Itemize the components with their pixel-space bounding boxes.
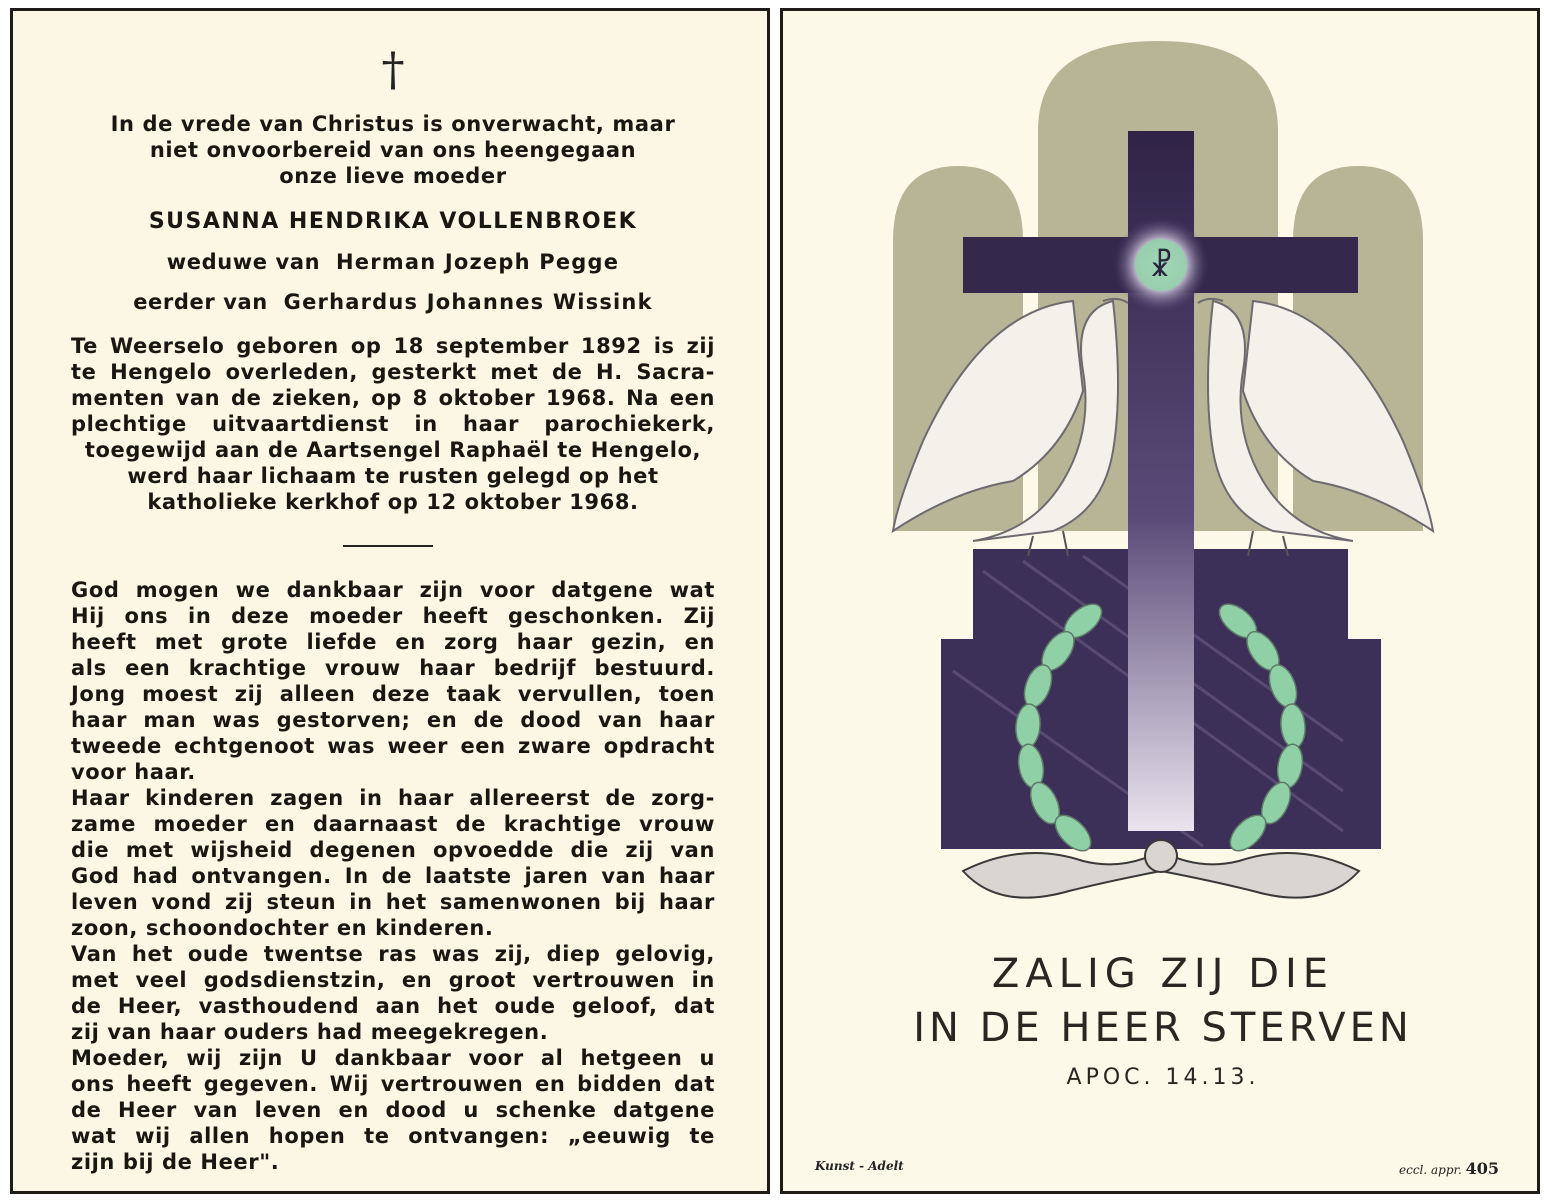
divider-rule [343,545,433,547]
tribute-line: zijn bij de Heer". [71,1150,280,1174]
tribute-line: zame moeder en daarnaast de krachtige vrouw [71,812,715,836]
bio-line: plechtige uitvaartdienst in haar parochiekerk, [71,412,715,436]
tribute-line: de Heer, vasthoudend aan het oude geloof, dat [71,994,715,1018]
tribute-line: zoon, schoondochter en kinderen. [71,916,494,940]
tribute-line: met veel godsdienstzin, en groot vertrouwen in [71,968,715,992]
tribute-line: tweede echtgenoot was weer een zware opdracht [71,734,715,758]
artist-credit: Kunst - Adelt [815,1159,904,1173]
bio-line: toegewijd aan de Aartsengel Raphaël te Hengelo, [84,438,702,462]
bio-line: Te Weerselo geboren op 18 september 1892 is zij [71,334,715,358]
widow-name: Herman Jozeph Pegge [335,250,620,274]
tribute-line: als een krachtige vrouw haar bedrijf bestuurd. [71,656,715,680]
tribute-line: God mogen we dankbaar zijn voor datgene wat [71,578,715,602]
tribute-line: voor haar. [71,760,196,784]
cross-icon: † [381,42,405,96]
approval-number: 405 [1465,1159,1499,1178]
approval-label: eccl. appr. [1399,1163,1462,1177]
right-card [780,8,1540,1194]
tribute-line: ons heeft gegeven. Wij vertrouwen en bidden dat [71,1072,715,1096]
widow-line [13,249,773,275]
tribute-line: haar man was gestorven; en de dood van haar [71,708,715,732]
former-name: Gerhardus Johannes Wissink [283,290,653,314]
tribute-line: wat wij allen hopen te ontvangen: „eeuwig te [71,1124,715,1148]
tribute-line: die met wijsheid degenen opvoedde die zij van [71,838,715,862]
tribute-line: zij van haar ouders had meegekregen. [71,1020,549,1044]
tribute-line: Van het oude twentse ras was zij, diep gelovig, [71,942,715,966]
former-line [13,289,773,315]
bio-line: katholieke kerkhof op 12 oktober 1968. [147,490,639,514]
motto-line-1: ZALIG ZIJ DIE [991,951,1335,997]
tribute-line: Haar kinderen zagen in haar allereerst de zorg- [71,786,715,810]
tribute-line: leven vond zij steun in het samenwonen bij haar [71,890,715,914]
widow-prefix: weduwe van [166,250,321,274]
bio-line: menten van de zieken, op 8 oktober 1968. Na een [71,386,715,410]
former-prefix: eerder van [133,290,268,314]
bio-line: werd haar lichaam te rusten gelegd op het [127,464,659,488]
ecclesiastical-approval [1399,1159,1499,1178]
motto-line-2: IN DE HEER STERVEN [913,1005,1413,1051]
chi-rho-icon: ☧ [1149,249,1173,284]
tribute-line: Moeder, wij zijn U dankbaar voor al hetgeen u [71,1046,715,1070]
tribute-line: Hij ons in deze moeder heeft geschonken. Zij [71,604,715,628]
tribute-line: God had ontvangen. In de laatste jaren van haar [71,864,715,888]
intro-line: In de vrede van Christus is onverwacht, maar [110,112,676,136]
deceased-name: SUSANNA HENDRIKA VOLLENBROEK [148,209,638,234]
bio-line: te Hengelo overleden, gesterkt met de H. Sacra- [71,360,715,384]
tribute-line: heeft met grote liefde en zorg haar gezin, en [71,630,715,654]
tribute-line: de Heer van leven en dood u schenke datgene [71,1098,715,1122]
intro-line: niet onvoorbereid van ons heengegaan [149,138,637,162]
tribute-line: Jong moest zij alleen deze taak vervullen, toen [71,682,715,706]
scripture-reference: APOC. 14.13. [1066,1065,1260,1090]
intro-line: onze lieve moeder [279,164,507,188]
left-card [10,8,770,1194]
